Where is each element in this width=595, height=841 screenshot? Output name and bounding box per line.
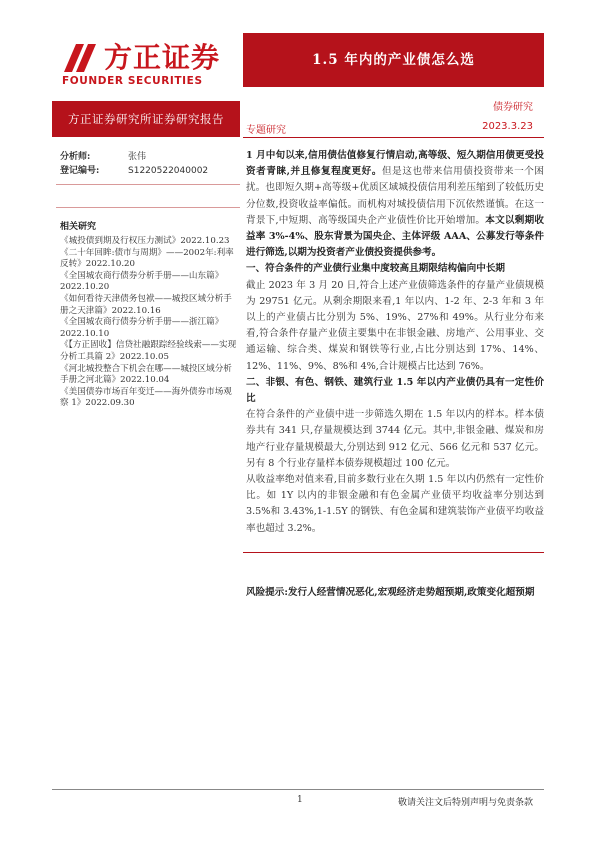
risk-text: 发行人经营情况恶化,宏观经济走势超预期,政策变化超预期 <box>287 587 535 598</box>
related-item[interactable]: 《河北城投整合下机会在哪——城投区域分析手册之河北篇》2022.10.04 <box>60 363 232 386</box>
left-divider-mid <box>56 207 240 208</box>
related-item[interactable]: 《城投债到期及行权压力测试》2022.10.23 <box>60 236 230 246</box>
analyst-name-row <box>60 150 240 164</box>
risk-divider <box>243 552 544 553</box>
related-item[interactable]: 《美国债券市场百年变迁——海外债券市场观察 1》2022.09.30 <box>60 386 232 409</box>
related-item[interactable]: 《【方正固收】信贷社融跟踪经验线索——实现分析工具篇 2》2022.10.05 <box>60 340 237 362</box>
reg-label: 登记编号: <box>60 166 100 176</box>
analyst-label: 分析师: <box>60 152 91 162</box>
risk-label: 风险提示: <box>246 587 288 598</box>
disclaimer-note: 敬请关注文后特别声明与免责条款 <box>397 798 533 808</box>
related-item[interactable]: 《全国城农商行债券分析手册——山东篇》2022.10.20 <box>60 270 224 293</box>
page-number: 1 <box>297 795 303 805</box>
analyst-name: 张伟 <box>128 152 147 162</box>
section-1-text: 截止 2023 年 3 月 20 日,符合上述产业债筛选条件的存量产业债规模为 29751 亿元。从剩余期限来看,1 年以内、1-2 年、2-3 年和 3 年以上的产业债占比分别为 5%、19%、27%和 49%。从行业分布来看,符合条件存量产业债主要集中在非银金融、房地产、公用事业、交通运输、综合类、煤炭和钢铁等行业,占比分别达到 17%、14%、12%、11%、9%、8%和 4%,合计规模占比达到 76%。 <box>246 279 544 372</box>
founder-logo-icon <box>62 40 98 74</box>
risk-warning <box>246 585 544 601</box>
summary-text: 但是这也带来信用债投资带来一个困扰。也即短久期+高等级+优质区域城投债信用利差压缩到了较低历史分位数,投资收益率偏低。而机构对城投债信用下沉依然谨慎。在这一背景下,中短期、高等级国央企产业债性价比开始增加。 <box>246 166 545 226</box>
brand-name-cn: 方正证券 <box>104 41 221 74</box>
summary-lead: 1 月中旬以来,信用债估值修复行情启动,高等级、短久期信用债更受投资者青睐,并且修复程度更好。 <box>246 150 544 178</box>
institute-name: 方正证券研究所证券研究报告 <box>68 112 224 126</box>
analyst-reg-row <box>60 164 240 178</box>
report-category: 债券研究 <box>493 102 533 113</box>
section-2-text-2: 从收益率绝对值来看,目前多数行业在久期 1.5 年以内仍然有一定性价比。如 1Y 以内的非银金融和有色金属产业债平均收益率分别达到 3.5%和 3.43%,1-1.5Y 的钢铁、有色金属和建筑装饰产业债平均收益率也超过 3.2%。 <box>246 474 544 534</box>
summary-paragraph <box>246 148 544 261</box>
analyst-info <box>60 150 240 178</box>
related-item[interactable]: 《二十年回眸:债市与周期》——2002年:利率反转》2022.10.20 <box>60 247 234 270</box>
report-date: 2023.3.23 <box>482 121 533 132</box>
related-item[interactable]: 《如何看待天津债务包袱——城投区域分析手册之天津篇》2022.10.16 <box>60 293 232 316</box>
section-2-text-1: 在符合条件的产业债中进一步筛选久期在 1.5 年以内的样本。样本债券共有 341 只,存量规模达到 3744 亿元。其中,非银金融、煤炭和房地产行业存量规模最大,分别达到 912 亿元、566 亿元和 537 亿元。另有 8 个行业存量样本债券规模超过 100 亿元。 <box>246 409 544 469</box>
left-divider-top <box>56 184 240 185</box>
related-research-title: 相关研究 <box>60 222 97 232</box>
header-divider <box>243 137 544 138</box>
reg-number: S1220522040002 <box>128 166 209 176</box>
footer-divider <box>52 789 544 790</box>
section-heading-1: 一、符合条件的产业债行业集中度较高且期限结构偏向中长期 <box>246 263 506 275</box>
brand-name-en: FOUNDER SECURITIES <box>62 75 203 87</box>
report-title: 1.5 年内的产业债怎么选 <box>312 52 475 68</box>
summary-method: 本文以剩期收益率 3%-4%、股东背景为国央企、主体评级 AAA、公募发行等条件进行筛选,以期为投资者产业债投资提供参考。 <box>246 214 545 259</box>
report-body <box>246 148 544 537</box>
related-research-list <box>60 236 240 410</box>
report-type: 专题研究 <box>246 125 286 136</box>
related-item[interactable]: 《全国城农商行债券分析手册——浙江篇》2022.10.10 <box>60 317 224 339</box>
section-heading-2: 二、非银、有色、钢铁、建筑行业 1.5 年以内产业债仍具有一定性价比 <box>246 376 544 405</box>
